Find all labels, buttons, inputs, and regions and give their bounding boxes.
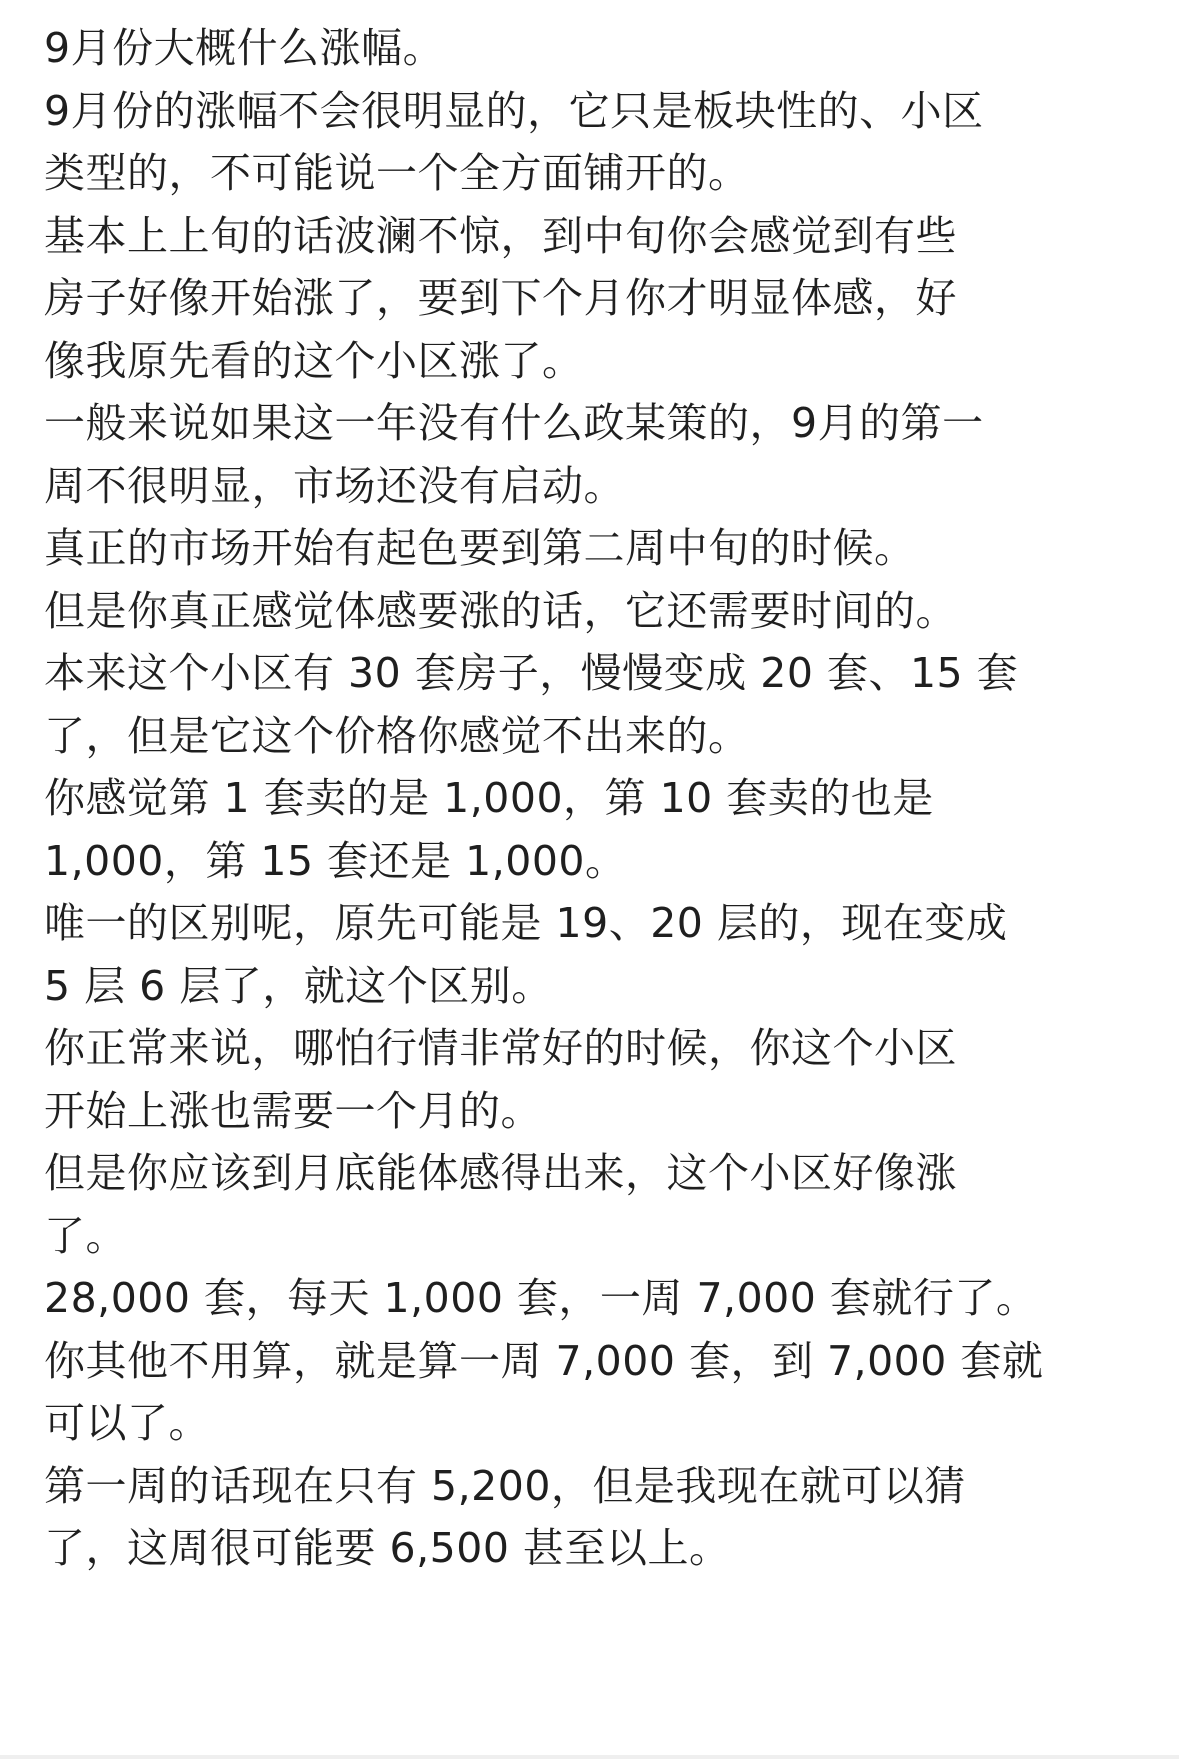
- text-line-12: 了，但是它这个价格你感觉不出来的。: [44, 712, 750, 760]
- text-line-10: 但是你真正感觉体感要涨的话，它还需要时间的。: [44, 587, 957, 635]
- text-line-18: 开始上涨也需要一个月的。: [44, 1087, 542, 1135]
- text-line-20: 了。: [44, 1212, 127, 1260]
- text-line-23: 可以了。: [44, 1399, 210, 1447]
- bottom-divider: [0, 1755, 1179, 1759]
- text-line-24: 第一周的话现在只有 5,200，但是我现在就可以猜: [44, 1462, 966, 1510]
- text-line-19: 但是你应该到月底能体感得出来，这个小区好像涨: [44, 1149, 957, 1197]
- text-line-7: 一般来说如果这一年没有什么政某策的，9月的第一: [44, 399, 984, 447]
- text-line-2: 9月份的涨幅不会很明显的，它只是板块性的、小区: [44, 87, 984, 135]
- text-line-25: 了，这周很可能要 6,500 甚至以上。: [44, 1524, 731, 1572]
- text-line-15: 唯一的区别呢，原先可能是 19、20 层的，现在变成: [44, 899, 1008, 947]
- text-line-8: 周不很明显，市场还没有启动。: [44, 462, 625, 510]
- text-line-5: 房子好像开始涨了，要到下个月你才明显体感，好: [44, 274, 957, 322]
- text-line-1: 9月份大概什么涨幅。: [44, 24, 445, 72]
- text-line-22: 你其他不用算，就是算一周 7,000 套，到 7,000 套就: [44, 1337, 1044, 1385]
- text-line-9: 真正的市场开始有起色要到第二周中旬的时候。: [44, 524, 916, 572]
- text-line-13: 你感觉第 1 套卖的是 1,000，第 10 套卖的也是: [44, 774, 934, 822]
- text-line-17: 你正常来说，哪怕行情非常好的时候，你这个小区: [44, 1024, 957, 1072]
- text-line-14: 1,000，第 15 套还是 1,000。: [44, 837, 627, 885]
- text-line-4: 基本上上旬的话波澜不惊，到中旬你会感觉到有些: [44, 212, 957, 260]
- text-line-16: 5 层 6 层了，就这个区别。: [44, 962, 553, 1010]
- text-line-11: 本来这个小区有 30 套房子，慢慢变成 20 套、15 套: [44, 649, 1019, 697]
- text-line-3: 类型的，不可能说一个全方面铺开的。: [44, 149, 750, 197]
- text-line-6: 像我原先看的这个小区涨了。: [44, 337, 584, 385]
- text-line-21: 28,000 套，每天 1,000 套，一周 7,000 套就行了。: [44, 1274, 1038, 1322]
